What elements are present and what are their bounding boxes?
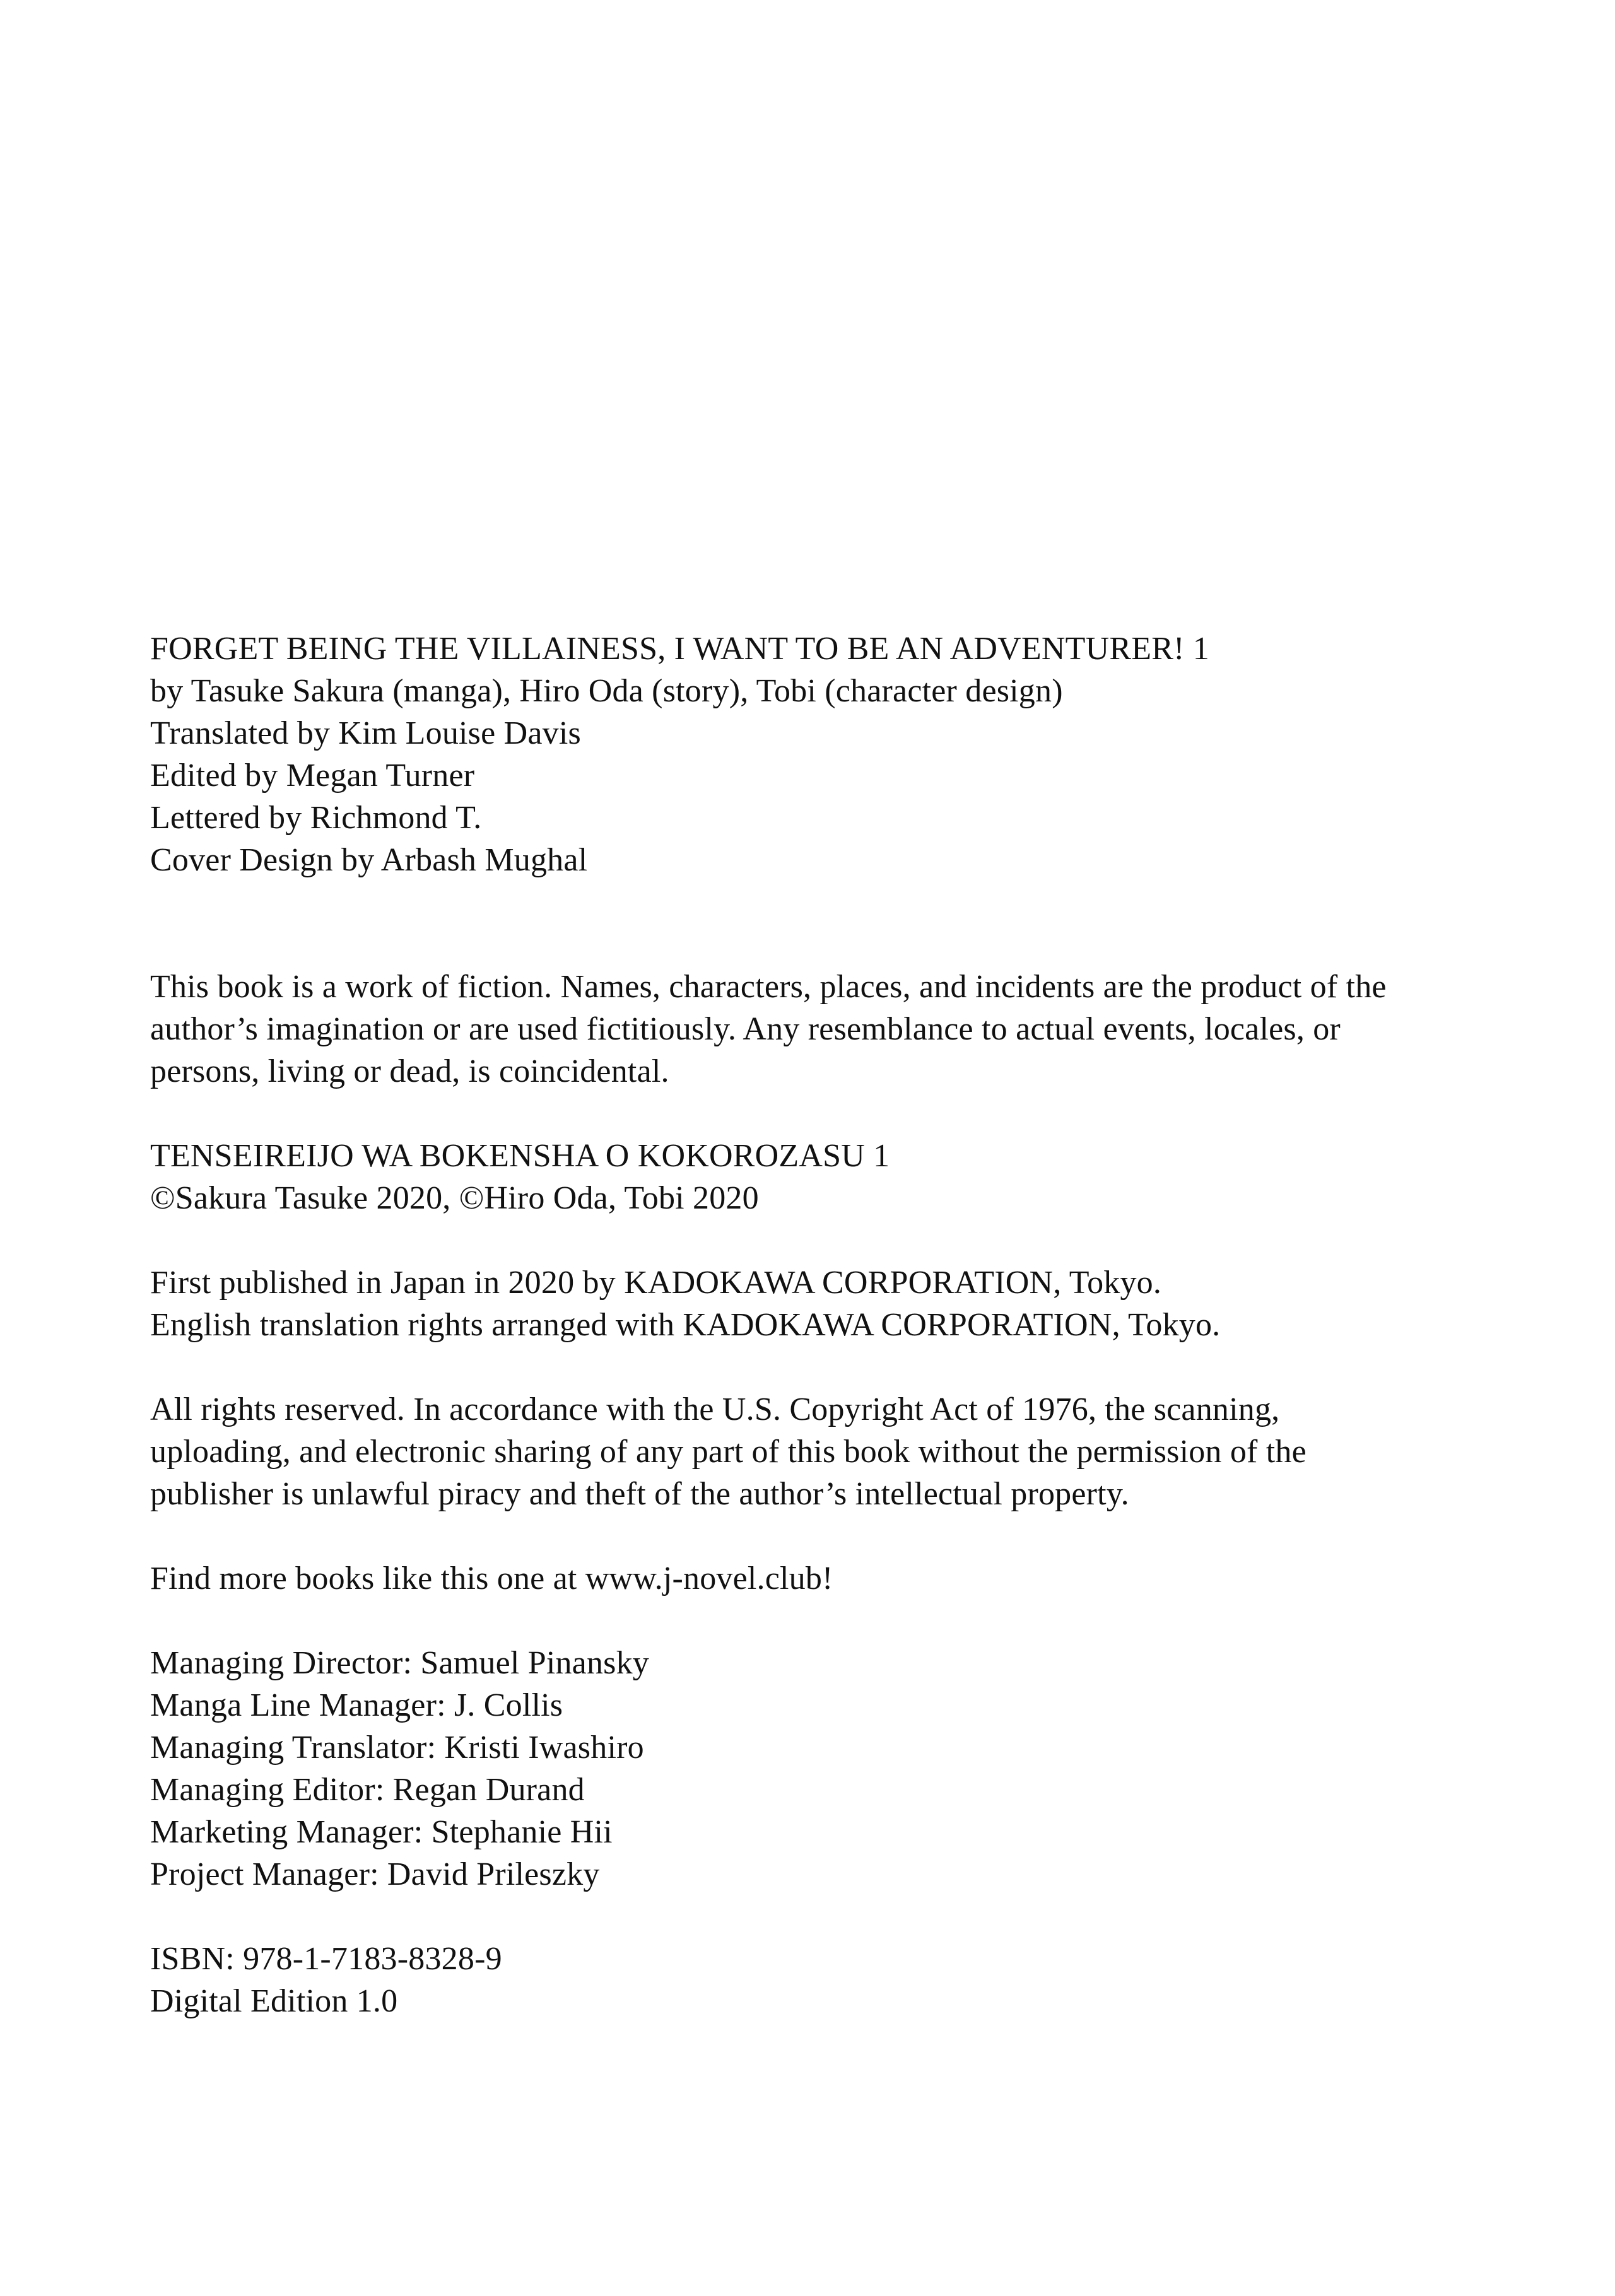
book-title: FORGET BEING THE VILLAINESS, I WANT TO BE AN ADVENTURER! 1 [150, 631, 1210, 667]
staff-credit: Project Manager: David Prileszky [150, 1856, 600, 1892]
cover-design-credit: Cover Design by Arbash Mughal [150, 842, 588, 878]
promo-line: Find more books like this one at www.j-novel.club! [150, 1561, 833, 1596]
colophon-content [150, 628, 1406, 2022]
rights-notice: All rights reserved. In accordance with the U.S. Copyright Act of 1976, the scanning, uploading, and electronic sharing of any part of this book without the permission of the publisher is unlawful piracy and theft of the author’s intellectual property. [150, 1391, 1307, 1512]
edition-block [150, 1938, 1406, 2022]
isbn: ISBN: 978-1-7183-8328-9 [150, 1941, 502, 1977]
staff-credit: Marketing Manager: Stephanie Hii [150, 1814, 613, 1850]
edition-version: Digital Edition 1.0 [150, 1983, 398, 2019]
staff-credit: Managing Director: Samuel Pinansky [150, 1645, 649, 1681]
translator-credit: Translated by Kim Louise Davis [150, 715, 581, 751]
original-title: TENSEIREIJO WA BOKENSHA O KOKOROZASU 1 [150, 1138, 890, 1174]
staff-credit: Managing Translator: Kristi Iwashiro [150, 1730, 644, 1766]
publication-line-1: First published in Japan in 2020 by KADOKAWA CORPORATION, Tokyo. [150, 1265, 1162, 1301]
fiction-disclaimer: This book is a work of fiction. Names, characters, places, and incidents are the product of the author’s imagination or are used fictitiously. Any resemblance to actual events, locales, or persons, living or dead, is coincidental. [150, 969, 1387, 1089]
rights-block [150, 1388, 1406, 1515]
fiction-disclaimer-block [150, 966, 1406, 1092]
original-edition-block [150, 1135, 1406, 1219]
staff-credit: Managing Editor: Regan Durand [150, 1772, 585, 1808]
byline: by Tasuke Sakura (manga), Hiro Oda (story), Tobi (character design) [150, 673, 1063, 709]
publication-line-2: English translation rights arranged with KADOKAWA CORPORATION, Tokyo. [150, 1307, 1221, 1343]
publication-block [150, 1262, 1406, 1346]
editor-credit: Edited by Megan Turner [150, 758, 475, 794]
staff-credit: Manga Line Manager: J. Collis [150, 1687, 563, 1723]
copyright-notice: ©Sakura Tasuke 2020, ©Hiro Oda, Tobi 2020 [150, 1180, 759, 1216]
credits-block [150, 628, 1406, 881]
staff-block [150, 1642, 1406, 1895]
letterer-credit: Lettered by Richmond T. [150, 800, 482, 836]
promo-block [150, 1557, 1406, 1600]
